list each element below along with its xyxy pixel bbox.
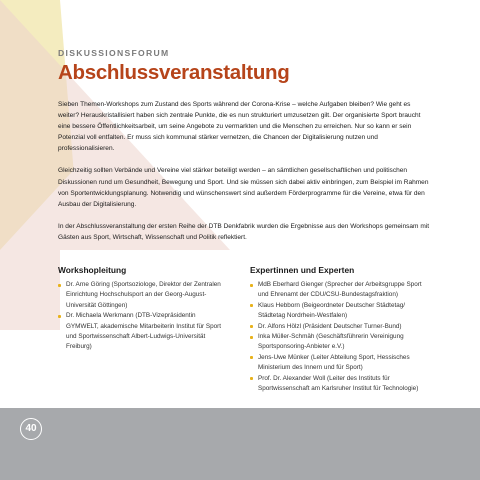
workshop-lead-list <box>58 280 224 353</box>
list-item-text: MdB Eberhard Gienger (Sprecher der Arbeitsgruppe Sport und Ehrenamt der CDU/CSU-Bundestagsfraktion) <box>258 281 422 299</box>
experts-list <box>250 280 430 394</box>
third-paragraph: In der Abschlussveranstaltung der ersten Reihe der DTB Denkfabrik wurden die Ergebnisse aus den Workshops gemeinsam mit Gästen aus Sport, Wirtschaft, Wissenschaft und Politik reflektiert. <box>58 222 430 241</box>
list-item-text: Jens-Uwe Münker (Leiter Abteilung Sport, Hessisches Ministerium des Innern und für Sport) <box>258 353 410 372</box>
list-item-text: Prof. Dr. Alexander Woll (Leiter des Instituts für Sportwissenschaft am Karlsruher Institut für Technologie) <box>258 374 419 393</box>
list-item-text: Dr. Alfons Hölzl (Präsident Deutscher Turner-Bund) <box>258 322 402 330</box>
list-item <box>250 322 430 332</box>
intro-paragraph: Sieben Themen-Workshops zum Zustand des Sports während der Corona-Krise – welche Aufgaben bleiben? Wie geht es weiter? Herauskristallisiert haben sich zentrale Punkte, die es nun strukturiert umzusetzen gilt. Der organisierte Sport braucht eine bessere Öffentlichkeitsarbeit, um seine Angebote zu vermarkten und die Menschen zu erreichen. Nur so kann er sein Potenzial voll entfalten. Er muss sich kommunal stärker vernetzen, die Chancen der Digitalisierung nutzen und professionalisieren. <box>58 101 421 153</box>
bullet-icon <box>250 377 253 380</box>
list-item <box>250 332 430 353</box>
list-item <box>58 280 224 311</box>
list-item-text: Dr. Michaela Werkmann (DTB-Vizepräsidentin GYMWELT, akademische Mitarbeiterin Institut für Sport und Sportwissenschaft Albert-Ludwigs-Universität Freiburg) <box>66 312 222 351</box>
list-item <box>250 301 430 322</box>
list-item-text: Klaus Hebborn (Beigeordneter Deutscher Städtetag/ Städtetag Nordrhein-Westfalen) <box>258 301 406 320</box>
bullet-icon <box>250 325 253 328</box>
list-item <box>250 353 430 374</box>
article <box>58 48 430 254</box>
bullet-icon <box>250 304 253 307</box>
bullet-icon <box>250 336 253 339</box>
list-item <box>250 374 430 395</box>
workshop-lead-heading: Workshopleitung <box>58 265 127 275</box>
footer-band <box>0 408 480 480</box>
list-item <box>58 311 224 353</box>
page-number-badge: 40 <box>20 418 42 440</box>
list-item <box>250 280 430 301</box>
experts-column <box>250 264 430 394</box>
bullet-icon <box>250 284 253 287</box>
page-title: Abschlussveranstaltung <box>58 61 290 84</box>
bullet-icon <box>58 284 61 287</box>
second-paragraph: Gleichzeitig sollten Verbände und Vereine viel stärker beteiligt werden – an sämtlichen gesellschaftlichen und politischen Diskussionen rund um Gesundheit, Bewegung und Sport. Und sie müssen sich dabei aktiv einbringen, zum Beispiel im Rahmen von Sportentwicklungsplanung. Notwendig und wünschenswert sind außerdem Förderprogramme für die Vereine, etwa für den Ausbau der Digitalisierung. <box>58 167 429 208</box>
experts-heading: Expertinnen und Experten <box>250 265 355 275</box>
bullet-icon <box>250 356 253 359</box>
workshop-lead-column <box>58 264 224 353</box>
list-item-text: Inka Müller-Schmäh (Geschäftsführerin Vereinigung Sportsponsoring-Anbieter e.V.) <box>258 333 404 351</box>
bullet-icon <box>58 315 61 318</box>
list-item-text: Dr. Arne Göring (Sportsoziologe, Direktor der Zentralen Einrichtung Hochschulsport an der Georg-August-Universität Göttingen) <box>66 281 221 309</box>
section-overline: DISKUSSIONSFORUM <box>58 48 170 58</box>
